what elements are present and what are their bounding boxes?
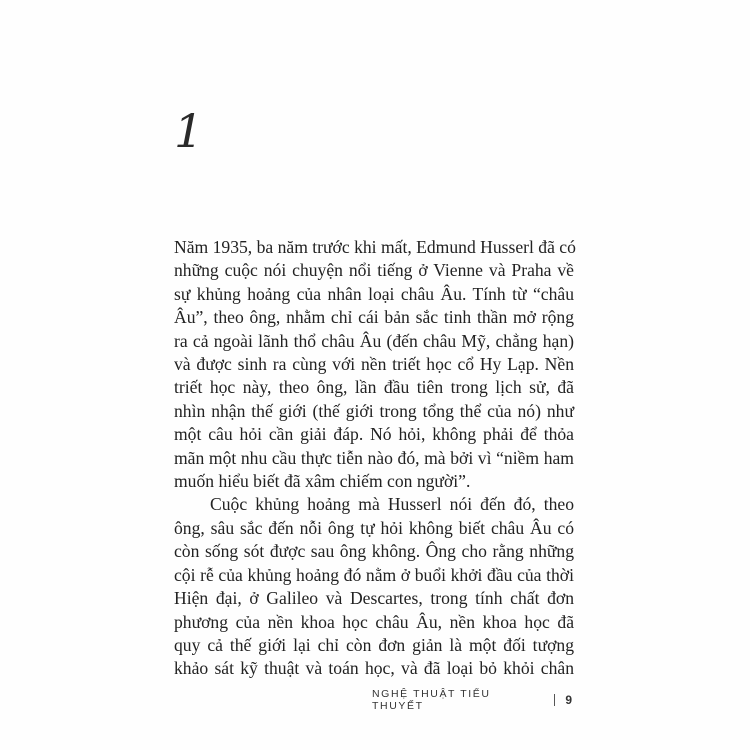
text-line: sự khủng hoảng của nhân loại châu Âu. Tính từ “châu: [174, 283, 574, 304]
text-line: triết học này, theo ông, lần đầu tiên trong lịch sử, đã: [174, 377, 574, 398]
text-line: một câu hỏi cần giải đáp. Nó hỏi, không phải để thỏa: [174, 424, 574, 445]
text-line: mãn một nhu cầu thực tiễn nào đó, mà bởi vì “niềm ham: [174, 447, 574, 468]
text-line: những cuộc nói chuyện nổi tiếng ở Vienne và Praha về: [174, 260, 574, 281]
text-line: và được sinh ra cùng với nền triết học cổ Hy Lạp. Nền: [174, 354, 574, 375]
text-line: cội rễ của khủng hoảng đó nằm ở buổi khởi đầu của thời: [174, 564, 574, 585]
body-text: [174, 236, 574, 681]
text-line: ra cả ngoài lãnh thổ châu Âu (đến châu Mỹ, chẳng hạn): [174, 330, 574, 351]
text-line: muốn hiểu biết đã xâm chiếm con người”.: [174, 471, 471, 492]
footer-divider: [554, 694, 555, 706]
text-line: còn sống sót được sau ông không. Ông cho rằng những: [174, 541, 574, 562]
paragraph-2: [174, 493, 574, 680]
text-line: nhìn nhận thế giới (thế giới trong tổng thể của nó) như: [174, 400, 574, 421]
text-line: phương của nền khoa học châu Âu, nền khoa học đã: [174, 611, 574, 632]
paragraph-1: [174, 236, 574, 493]
text-line: Cuộc khủng hoảng mà Husserl nói đến đó, theo: [210, 494, 574, 515]
text-line: quy cả thế giới lại chỉ còn đơn giản là một đối tượng: [174, 634, 574, 655]
text-line: ông, sâu sắc đến nỗi ông tự hỏi không biết châu Âu có: [174, 517, 574, 538]
running-title: NGHỆ THUẬT TIỂU THUYẾT: [372, 688, 491, 712]
text-line: Âu”, theo ông, nhằm chỉ cái bản sắc tinh thần mở rộng: [174, 307, 574, 328]
text-line: Hiện đại, ở Galileo và Descartes, trong tính chất đơn: [174, 588, 574, 609]
text-line: khảo sát kỹ thuật và toán học, và đã loại bỏ khỏi chân: [174, 658, 574, 679]
page-number: 9: [565, 693, 572, 707]
page-footer: [372, 688, 572, 712]
text-line: Năm 1935, ba năm trước khi mất, Edmund Husserl đã có: [174, 237, 576, 257]
chapter-number: 1: [174, 104, 204, 158]
